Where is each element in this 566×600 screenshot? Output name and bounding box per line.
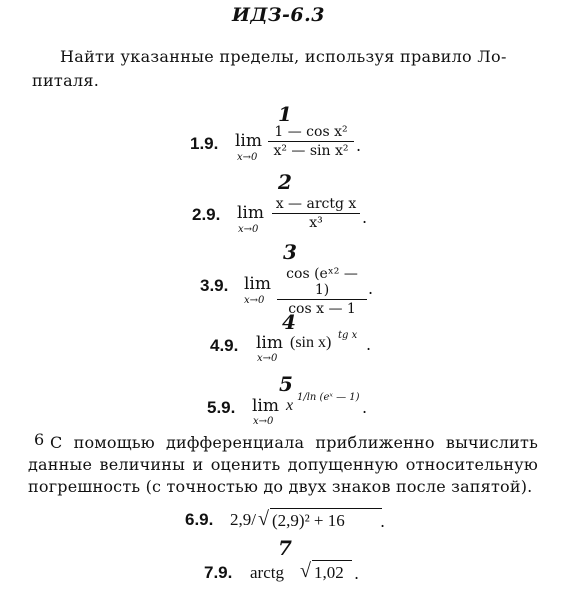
sqrt-icon: √: [258, 508, 269, 530]
period: .: [354, 564, 360, 583]
section-number-2: 2: [278, 170, 292, 194]
radicand-7-9: 1,02: [314, 563, 344, 582]
problem-label-3-9: 3.9.: [200, 276, 229, 295]
period: .: [362, 208, 368, 227]
sqrt-bar: [270, 508, 382, 509]
lim-subscript: x→0: [238, 224, 259, 235]
numerator: 1 — cos x²: [268, 124, 354, 142]
intro-text: [32, 45, 538, 93]
page-title: ИДЗ-6.3: [232, 4, 325, 26]
intro-line-1: Найти указанные пределы, используя правило Ло-: [60, 47, 507, 66]
numerator: cos (eˣ² — 1): [277, 266, 367, 300]
lim-subscript: x→0: [244, 295, 265, 306]
task-6-paragraph: С помощью дифференциала приближенно вычислить данные величины и оценить допущенную относительную погрешность (с точностью до двух знаков после запятой).: [28, 433, 538, 496]
exponent-4-9: tg x: [338, 330, 358, 341]
section-number-3: 3: [283, 240, 297, 264]
problem-label-7-9: 7.9.: [204, 563, 233, 582]
lim-operator: lim: [244, 274, 271, 294]
section-number-7: 7: [278, 536, 292, 560]
lim-operator: lim: [252, 396, 279, 416]
section-number-1: 1: [278, 102, 292, 126]
fraction-1-9: [268, 124, 354, 159]
problem-label-1-9: 1.9.: [190, 134, 219, 153]
radicand-6-9: (2,9)² + 16: [272, 511, 345, 530]
lim-operator: lim: [256, 333, 283, 353]
problem-label-5-9: 5.9.: [207, 398, 236, 417]
sqrt-icon: √: [300, 560, 311, 582]
problem-label-2-9: 2.9.: [192, 205, 221, 224]
denominator: x³: [309, 215, 323, 231]
period: .: [366, 335, 372, 354]
lim-subscript: x→0: [253, 416, 274, 427]
expression-5-9: x: [286, 397, 294, 414]
section-number-5: 5: [279, 372, 293, 396]
period: .: [368, 279, 374, 298]
lim-subscript: x→0: [237, 152, 258, 163]
lim-operator: lim: [237, 203, 264, 223]
numerator: x — arctg x: [272, 196, 360, 214]
task-6-text: [28, 432, 538, 498]
period: .: [380, 512, 386, 531]
sqrt-bar: [312, 560, 352, 561]
denominator: x² — sin x²: [273, 143, 349, 159]
lim-operator: lim: [235, 131, 262, 151]
expression-7-9: arctg: [250, 563, 284, 582]
denominator: cos x — 1: [288, 301, 356, 317]
section-number-6: 6: [34, 430, 45, 449]
expression-4-9: (sin x): [290, 334, 332, 351]
expression-6-9: 2,9/: [230, 510, 256, 529]
problem-label-4-9: 4.9.: [210, 336, 239, 355]
intro-line-2: питаля.: [32, 71, 100, 90]
period: .: [362, 398, 368, 417]
section-number-4: 4: [282, 310, 296, 334]
fraction-2-9: [272, 196, 360, 231]
period: .: [356, 136, 362, 155]
problem-label-6-9: 6.9.: [185, 510, 214, 529]
exponent-5-9: 1/ln (eˣ — 1): [297, 392, 360, 403]
lim-subscript: x→0: [257, 353, 278, 364]
